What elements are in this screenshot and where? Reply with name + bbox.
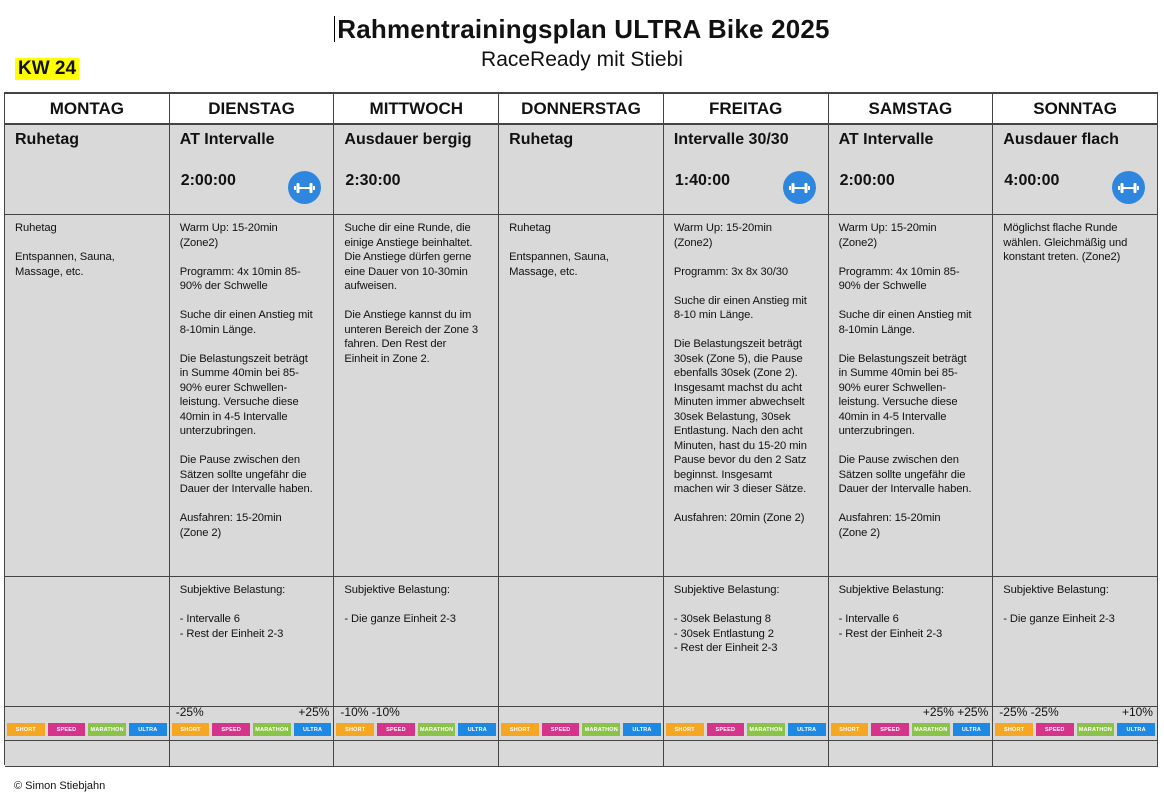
category-cell	[993, 707, 1158, 741]
subjective-load: Subjektive Belastung: - Die ganze Einheit 2-3	[993, 577, 1158, 707]
category-ultra: ULTRA	[1117, 723, 1155, 736]
workout-description: Warm Up: 15-20min (Zone2) Programm: 3x 8x 30/30 Suche dir einen Anstieg mit 8-10 min Länge. Die Belastungszeit beträgt 30sek (Zone 5), die Pause ebenfalls 30sek (Zone 2). Insgesamt machst du acht Minuten immer abwechselt 30sek Belastung, 30sek Entlastung. Nach den acht Minuten, hast du 15-20 min Pause bevor du den 2 Satz beginnst. Insgesamt machen wir 3 dieser Sätze. Ausfahren: 20min (Zone 2)	[664, 215, 829, 577]
subjective-load	[499, 577, 664, 707]
category-ultra: ULTRA	[129, 723, 167, 736]
modifier-right: +25%	[298, 707, 330, 719]
copyright-footer: © Simon Stiebjahn	[14, 780, 106, 792]
bottom-strip	[829, 741, 994, 767]
volume-modifiers	[993, 707, 1157, 721]
category-short: SHORT	[336, 723, 374, 736]
category-bar	[993, 721, 1157, 736]
category-speed: SPEED	[707, 723, 745, 736]
volume-modifiers	[829, 707, 993, 721]
workout-duration: 2:00:00	[839, 172, 895, 189]
workout-cell-freitag	[664, 125, 829, 215]
modifier-right: +25% +25%	[922, 707, 989, 719]
category-marathon: MARATHON	[912, 723, 950, 736]
category-marathon: MARATHON	[582, 723, 620, 736]
category-cell	[170, 707, 335, 741]
workout-cell-samstag	[829, 125, 994, 215]
dumbbell-icon	[1112, 171, 1145, 204]
category-short: SHORT	[7, 723, 45, 736]
modifier-left: -25%	[175, 707, 204, 719]
category-speed: SPEED	[542, 723, 580, 736]
category-short: SHORT	[501, 723, 539, 736]
category-short: SHORT	[995, 723, 1033, 736]
category-marathon: MARATHON	[88, 723, 126, 736]
workout-cell-sonntag	[993, 125, 1158, 215]
bottom-strip	[170, 741, 335, 767]
workout-duration: 2:30:00	[345, 172, 401, 189]
bottom-strip	[664, 741, 829, 767]
category-cell	[664, 707, 829, 741]
modifier-left: -10% -10%	[340, 707, 400, 719]
category-ultra: ULTRA	[623, 723, 661, 736]
bottom-strip	[499, 741, 664, 767]
category-speed: SPEED	[871, 723, 909, 736]
category-ultra: ULTRA	[788, 723, 826, 736]
category-marathon: MARATHON	[253, 723, 291, 736]
day-header-dienstag: DIENSTAG	[170, 94, 335, 125]
category-speed: SPEED	[212, 723, 250, 736]
category-short: SHORT	[831, 723, 869, 736]
bottom-strip	[334, 741, 499, 767]
workout-description: Warm Up: 15-20min (Zone2) Programm: 4x 10min 85- 90% der Schwelle Suche dir einen Anstieg mit 8-10min Länge. Die Belastungszeit beträgt in Summe 40min bei 85- 90% eurer Schwellen- leistung. Versuche diese 40min in 4-5 Intervalle unterzubringen. Die Pause zwischen den Sätzen sollte ungefähr die Dauer der Intervalle haben. Ausfahren: 15-20min (Zone 2)	[170, 215, 335, 577]
modifier-right: +10%	[1121, 707, 1153, 719]
subjective-load: Subjektive Belastung: - Intervalle 6 - Rest der Einheit 2-3	[829, 577, 994, 707]
workout-description: Möglichst flache Runde wählen. Gleichmäßig und konstant treten. (Zone2)	[993, 215, 1158, 577]
category-bar	[664, 721, 828, 736]
category-cell	[829, 707, 994, 741]
training-plan-table	[4, 92, 1158, 765]
workout-title: Ausdauer flach	[1003, 131, 1119, 148]
workout-cell-montag	[5, 125, 170, 215]
text-cursor	[334, 16, 335, 42]
dumbbell-icon	[288, 171, 321, 204]
page-title	[0, 14, 1164, 45]
workout-duration: 1:40:00	[674, 172, 730, 189]
workout-duration: 2:00:00	[180, 172, 236, 189]
volume-modifiers	[334, 707, 498, 721]
workout-description: Ruhetag Entspannen, Sauna, Massage, etc.	[499, 215, 664, 577]
category-cell	[5, 707, 170, 741]
day-header-donnerstag: DONNERSTAG	[499, 94, 664, 125]
category-ultra: ULTRA	[294, 723, 332, 736]
category-bar	[334, 721, 498, 736]
workout-description: Suche dir eine Runde, die einige Anstiege beinhaltet. Die Anstiege dürfen gerne eine Dauer von 10-30min aufweisen. Die Anstiege kannst du im unteren Bereich der Zone 3 fahren. Den Rest der Einheit in Zone 2.	[334, 215, 499, 577]
category-bar	[5, 721, 169, 736]
bottom-strip	[993, 741, 1158, 767]
day-header-mittwoch: MITTWOCH	[334, 94, 499, 125]
category-speed: SPEED	[48, 723, 86, 736]
category-cell	[334, 707, 499, 741]
category-cell	[499, 707, 664, 741]
category-speed: SPEED	[1036, 723, 1074, 736]
category-bar	[170, 721, 334, 736]
category-short: SHORT	[172, 723, 210, 736]
subjective-load	[5, 577, 170, 707]
category-short: SHORT	[666, 723, 704, 736]
workout-cell-dienstag	[170, 125, 335, 215]
category-speed: SPEED	[377, 723, 415, 736]
volume-modifiers	[170, 707, 334, 721]
workout-cell-mittwoch	[334, 125, 499, 215]
workout-title: Intervalle 30/30	[673, 131, 789, 148]
category-marathon: MARATHON	[747, 723, 785, 736]
workout-title: Ruhetag	[15, 131, 79, 148]
page-subtitle: RaceReady mit Stiebi	[481, 48, 683, 71]
category-bar	[829, 721, 993, 736]
subjective-load: Subjektive Belastung: - Intervalle 6 - Rest der Einheit 2-3	[170, 577, 335, 707]
workout-cell-donnerstag	[499, 125, 664, 215]
day-header-samstag: SAMSTAG	[829, 94, 994, 125]
dumbbell-icon	[783, 171, 816, 204]
workout-description: Ruhetag Entspannen, Sauna, Massage, etc.	[5, 215, 170, 577]
workout-description: Warm Up: 15-20min (Zone2) Programm: 4x 10min 85- 90% der Schwelle Suche dir einen Anstieg mit 8-10min Länge. Die Belastungszeit beträgt in Summe 40min bei 85- 90% eurer Schwellen- leistung. Versuche diese 40min in 4-5 Intervalle unterzubringen. Die Pause zwischen den Sätzen sollte ungefähr die Dauer der Intervalle haben. Ausfahren: 15-20min (Zone 2)	[829, 215, 994, 577]
workout-title: AT Intervalle	[838, 131, 934, 148]
title-text: Rahmentrainingsplan ULTRA Bike 2025	[337, 14, 830, 44]
modifier-left: -25% -25%	[999, 707, 1059, 719]
workout-title: Ruhetag	[509, 131, 574, 148]
category-ultra: ULTRA	[953, 723, 991, 736]
day-header-sonntag: SONNTAG	[993, 94, 1158, 125]
workout-title: Ausdauer bergig	[344, 131, 472, 148]
workout-duration: 4:00:00	[1004, 172, 1060, 189]
category-marathon: MARATHON	[418, 723, 456, 736]
week-badge: KW 24	[15, 58, 79, 80]
category-ultra: ULTRA	[458, 723, 496, 736]
day-header-montag: MONTAG	[5, 94, 170, 125]
day-header-freitag: FREITAG	[664, 94, 829, 125]
subjective-load: Subjektive Belastung: - 30sek Belastung 8 - 30sek Entlastung 2 - Rest der Einheit 2-3	[664, 577, 829, 707]
category-marathon: MARATHON	[1077, 723, 1115, 736]
bottom-strip	[5, 741, 170, 767]
subjective-load: Subjektive Belastung: - Die ganze Einheit 2-3	[334, 577, 499, 707]
category-bar	[499, 721, 663, 736]
workout-title: AT Intervalle	[179, 131, 275, 148]
